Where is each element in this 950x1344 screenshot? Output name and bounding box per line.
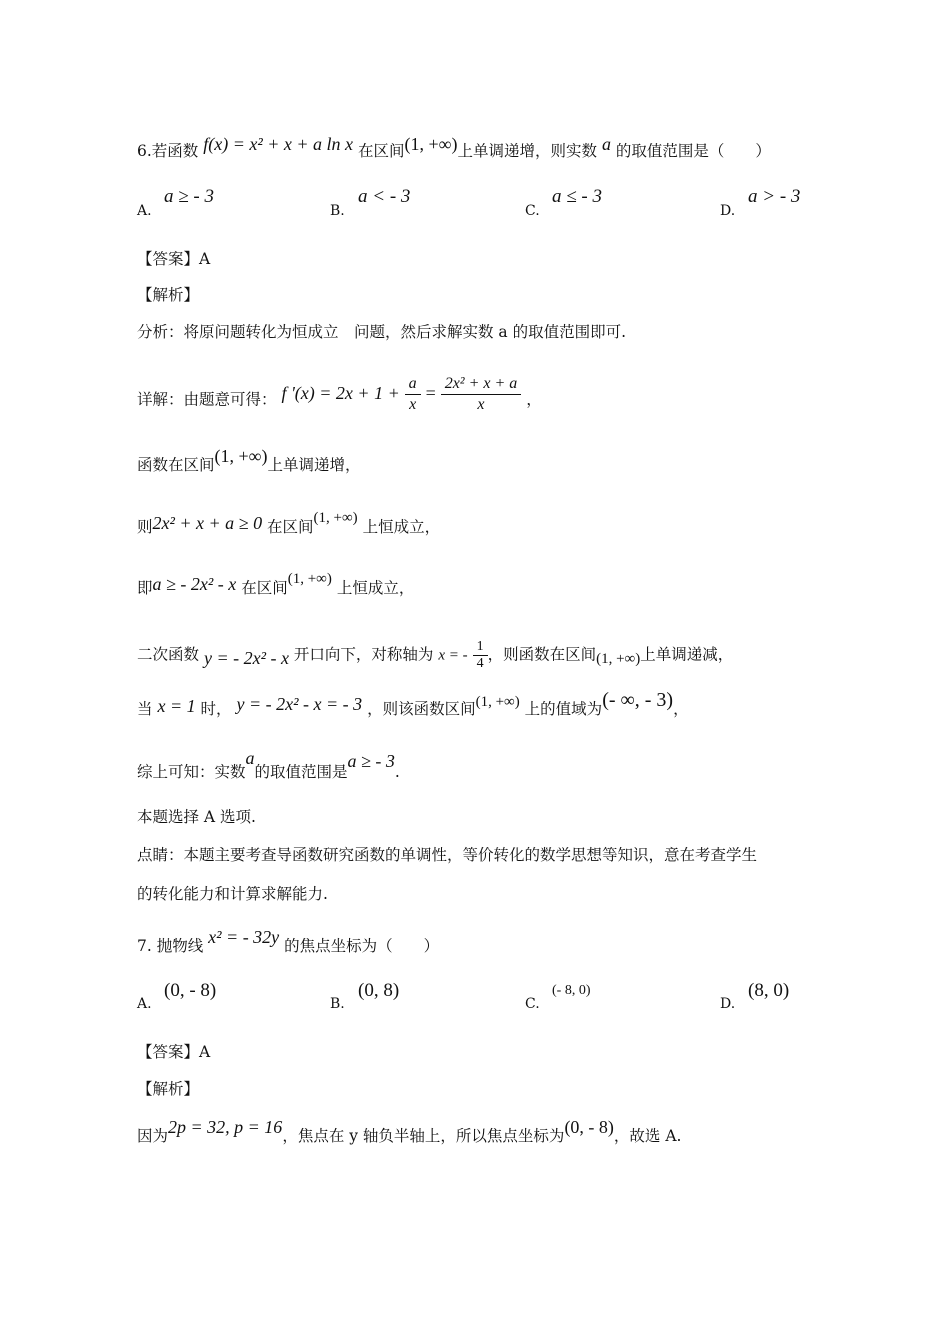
q6-line4-frac — [473, 639, 488, 672]
q6-option-d: a > - 3 — [748, 186, 801, 207]
q7-stem-pre: 7. 抛物线 — [137, 937, 204, 955]
q7-stem-post: 的焦点坐标为（ ） — [284, 937, 440, 955]
q6-line5-interval: (1, +∞) — [475, 694, 520, 710]
q6-var: a — [601, 134, 611, 154]
q6-line6-pre: 综上可知：实数 — [137, 763, 246, 781]
q6-line6-var: a — [245, 748, 255, 768]
q6-option-d-label: D. — [720, 203, 736, 219]
q6-line1-pre: 函数在区间 — [137, 456, 215, 474]
q7-option-b-label: B. — [330, 996, 345, 1012]
q6-option-b-label: B. — [330, 203, 345, 219]
q6-option-c: a ≤ - 3 — [552, 186, 603, 207]
q6-line8: 点睛：本题主要考查导函数研究函数的单调性，等价转化的数学思想等知识，意在考查学生 — [137, 846, 758, 864]
q6-interval: (1, +∞) — [404, 134, 458, 154]
q7-option-b: (0, 8) — [358, 980, 400, 1001]
q6-analysis: 分析：将原问题转化为恒成立 问题，然后求解实数 a 的取值范围即可. — [137, 323, 627, 341]
q6-line3-mid: 在区间 — [241, 579, 288, 597]
q6-option-b: a < - 3 — [358, 186, 411, 207]
q6-detail-frac2-den: x — [477, 396, 485, 413]
q6-line3 — [137, 571, 415, 599]
q6-line4-axis: x = - — [438, 647, 468, 664]
q6-detail-pre: 详解：由题意可得： — [137, 390, 277, 409]
q6-line2-mid: 在区间 — [267, 518, 314, 536]
q7-sol-post: ，故选 A. — [613, 1127, 682, 1145]
q7-stem — [137, 927, 440, 956]
q6-line5-range: (- ∞, - 3) — [602, 689, 674, 711]
q6-line5-expr: y = - 2x² - x = - 3 — [236, 694, 363, 714]
q6-line2 — [137, 510, 441, 538]
q6-line6-expr: a ≥ - 3 — [347, 751, 395, 771]
q6-line5-pre: 当 — [137, 700, 153, 718]
q6-option-a-label: A. — [137, 203, 152, 219]
q6-line6-mid: 的取值范围是 — [254, 763, 348, 781]
q7-option-d-label: D. — [720, 996, 736, 1012]
q6-line4-frac-den: 4 — [476, 656, 484, 671]
q6-line2-pre: 则 — [137, 518, 153, 536]
q7-option-d: (8, 0) — [748, 980, 790, 1001]
q6-line4-interval: (1, +∞) — [596, 650, 641, 667]
q6-line3-pre: 即 — [137, 579, 153, 597]
q6-number: 6. — [137, 142, 152, 160]
q7-equation: x² = - 32y — [208, 927, 280, 947]
q7-analysis-heading: 【解析】 — [137, 1080, 200, 1098]
q6-line4-mid: 开口向下，对称轴为 — [293, 645, 434, 664]
q7-option-c: (- 8, 0) — [552, 983, 591, 998]
q6-line2-interval: (1, +∞) — [313, 510, 358, 526]
q6-line1-post: 上单调递增， — [267, 456, 361, 474]
q6-line4 — [137, 639, 733, 672]
q6-detail-end: ， — [526, 390, 542, 409]
q6-line6 — [137, 748, 400, 782]
q6-detail-frac2 — [441, 374, 522, 415]
q6-line9: 的转化能力和计算求解能力. — [137, 885, 328, 903]
q7-answer: 【答案】A — [137, 1043, 211, 1061]
q6-stem-pre: 若函数 — [151, 142, 199, 160]
q6-line3-post: 上恒成立， — [336, 579, 415, 597]
q6-line6-post: . — [394, 763, 400, 781]
q7-option-a-label: A. — [137, 996, 152, 1012]
q7-sol-pre: 因为 — [137, 1127, 169, 1145]
q6-line7: 本题选择 A 选项. — [137, 808, 256, 826]
q6-line4-frac-num: 1 — [473, 639, 488, 656]
q6-detail-frac1-den: x — [409, 396, 417, 413]
q6-detail-frac2-num: 2x² + x + a — [441, 374, 522, 395]
q6-detail-eq: = — [425, 382, 436, 403]
q6-stem-mid2: 上单调递增，则实数 — [457, 142, 597, 160]
q6-detail-lhs: f '(x) = 2x + 1 + — [281, 382, 400, 403]
q6-line4-expr: y = - 2x² - x — [203, 647, 289, 668]
q7-option-a: (0, - 8) — [164, 980, 217, 1001]
q6-line2-post: 上恒成立， — [362, 518, 441, 536]
q6-line2-expr: 2x² + x + a ≥ 0 — [152, 513, 263, 533]
q6-line5-mid: 时， — [200, 700, 232, 718]
q6-line5-post: ， — [673, 700, 689, 718]
q6-line3-expr: a ≥ - 2x² - x — [152, 574, 237, 594]
q7-solution — [137, 1117, 682, 1146]
q6-line4-pre: 二次函数 — [137, 645, 200, 664]
q6-line1-interval: (1, +∞) — [214, 446, 268, 466]
q7-option-c-label: C. — [525, 996, 540, 1012]
q6-option-c-label: C. — [525, 203, 540, 219]
q6-stem-post: 的取值范围是（ ） — [615, 142, 771, 160]
q6-function: f(x) = x² + x + a ln x — [203, 134, 354, 154]
q6-line5-x: x = 1 — [157, 696, 196, 716]
q6-line3-interval: (1, +∞) — [287, 571, 332, 587]
q6-detail-frac1-num: a — [405, 374, 421, 395]
q6-stem-mid1: 在区间 — [357, 142, 405, 160]
q6-line5-mid2: ，则该函数区间 — [367, 700, 476, 718]
q6-analysis-heading: 【解析】 — [137, 286, 200, 304]
q6-stem — [137, 134, 771, 161]
q6-line4-post: 上单调递减， — [640, 645, 734, 664]
q6-detail-frac1 — [405, 374, 421, 415]
q7-sol-mid: ，焦点在 y 轴负半轴上，所以焦点坐标为 — [282, 1127, 565, 1145]
q6-option-a: a ≥ - 3 — [164, 186, 215, 207]
q6-line5 — [137, 689, 689, 720]
q6-line1 — [137, 446, 361, 475]
q7-sol-expr: 2p = 32, p = 16 — [168, 1117, 283, 1137]
q6-detail — [137, 375, 542, 421]
q6-line4-mid2: ，则函数在区间 — [487, 645, 597, 664]
q7-sol-point: (0, - 8) — [564, 1117, 614, 1137]
q6-line5-mid3: 上的值域为 — [524, 700, 603, 718]
q6-answer: 【答案】A — [137, 250, 211, 268]
